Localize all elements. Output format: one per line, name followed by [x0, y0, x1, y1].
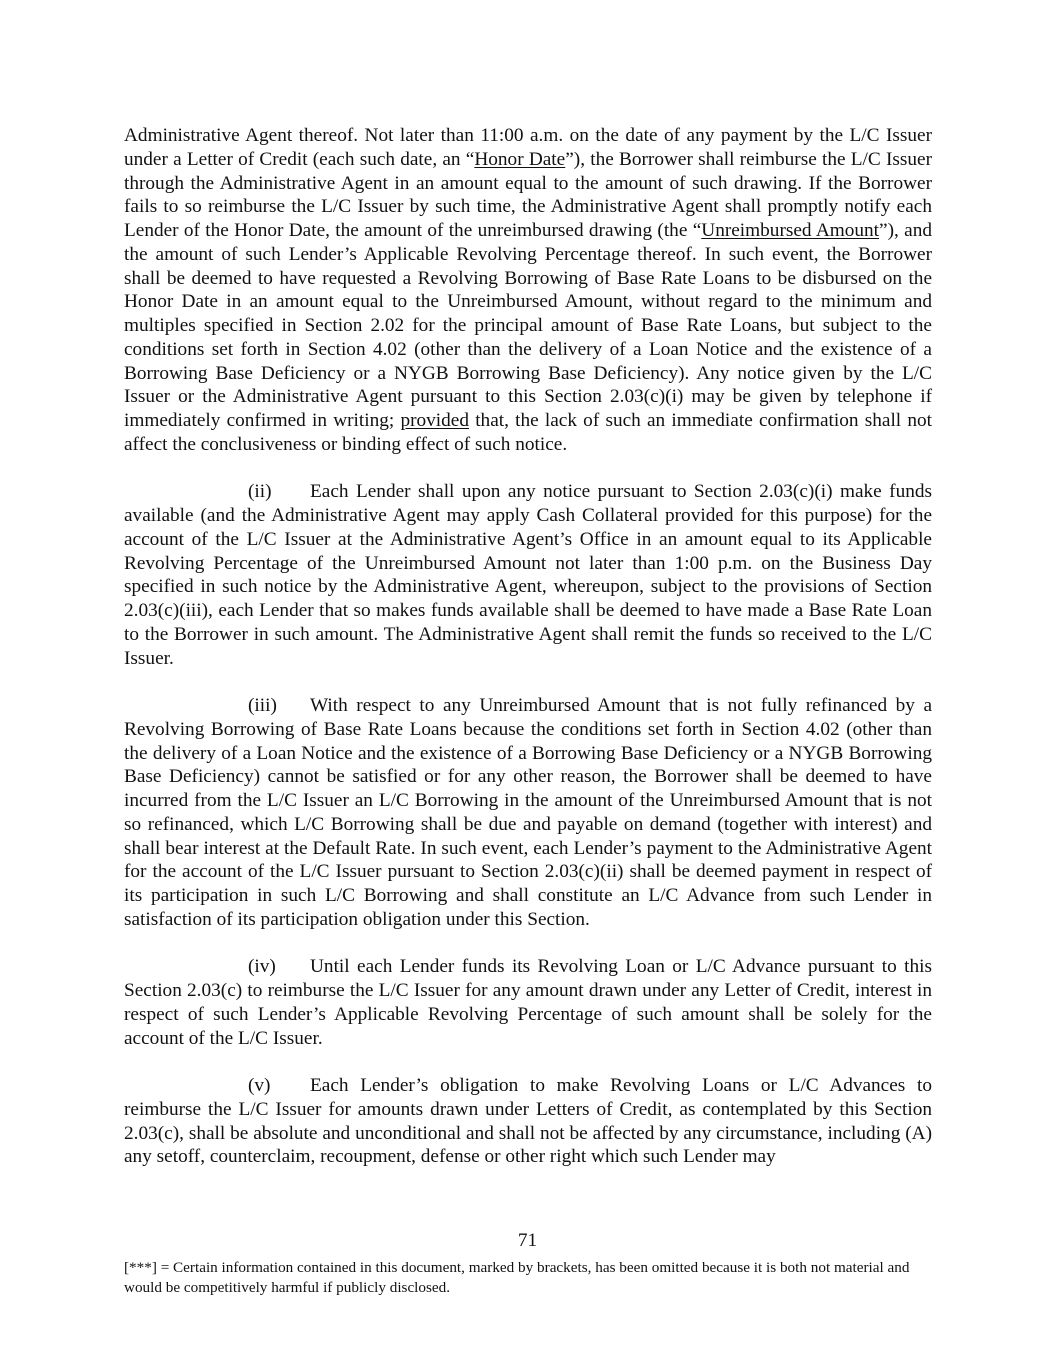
paragraph-text-d: that, the lack of such an immediate confirmation shall not affect the conclusiveness or binding effect of such notice.: [124, 410, 932, 455]
paragraph-text-c: ”), and the amount of such Lender’s Applicable Revolving Percentage thereof. In such event, the Borrower shall be deemed to have requested a Revolving Borrowing of Base Rate Loans to be disbursed on the Honor Date in an amount equal to the Unreimbursed Amount, without regard to the minimum and multiples specified in Section 2.02 for the principal amount of Base Rate Loans, but subject to the conditions set forth in Section 4.02 (other than the delivery of a Loan Notice and the existence of a Borrowing Base Deficiency or a NYGB Borrowing Base Deficiency). Any notice given by the L/C Issuer or the Administrative Agent pursuant to this Section 2.03(c)(i) may be given by telephone if immediately confirmed in writing;: [124, 220, 932, 431]
subsection-text: With respect to any Unreimbursed Amount that is not fully refinanced by a Revolving Borrowing of Base Rate Loans because the conditions set forth in Section 4.02 (other than the delivery of a Loan Notice and the existence of a Borrowing Base Deficiency or a NYGB Borrowing Base Deficiency) cannot be satisfied or for any other reason, the Borrower shall be deemed to have incurred from the L/C Issuer an L/C Borrowing in the amount of the Unreimbursed Amount that is not so refinanced, which L/C Borrowing shall be due and payable on demand (together with interest) and shall bear interest at the Default Rate. In such event, each Lender’s payment to the Administrative Agent for the account of the L/C Issuer pursuant to Section 2.03(c)(ii) shall be deemed payment in respect of its participation in such L/C Borrowing and shall constitute an L/C Advance from such Lender in satisfaction of its participation obligation under this Section.: [124, 695, 932, 930]
subsection-v: [124, 1074, 932, 1169]
paragraph-text-b: ”), the Borrower shall reimburse the L/C Issuer through the Administrative Agent in an amount equal to the amount of such drawing. If the Borrower fails to so reimburse the L/C Issuer by such time, the Administrative Agent shall promptly notify each Lender of the Honor Date, the amount of the unreimbursed drawing (the “: [124, 148, 932, 241]
defined-term-provided: provided: [400, 410, 469, 431]
subsection-number: (ii): [248, 481, 272, 503]
page-number: 71: [517, 1230, 538, 1251]
subsection-number: (v): [248, 1075, 271, 1096]
footnote: [***] = Certain information contained in this document, marked by brackets, has been omitted because it is both not material and would be competitively harmful if publicly disclosed.: [124, 1259, 910, 1296]
subsection-number: (iii): [248, 695, 277, 716]
subsection-text: Until each Lender funds its Revolving Loan or L/C Advance pursuant to this Section 2.03(c) to reimburse the L/C Issuer for any amount drawn under any Letter of Credit, interest in respect of such Lender’s Applicable Revolving Percentage of such amount shall be solely for the account of the L/C Issuer.: [124, 956, 932, 1049]
subsection-number: (iv): [248, 956, 276, 978]
subsection-ii: [124, 480, 932, 670]
document-body: [124, 124, 932, 1193]
subsection-text: Each Lender’s obligation to make Revolving Loans or L/C Advances to reimburse the L/C Issuer for amounts drawn under Letters of Credit, as contemplated by this Section 2.03(c), shall be absolute and unconditional and shall not be affected by any circumstance, including (A) any setoff, counterclaim, recoupment, defense or other right which such Lender may: [124, 1075, 932, 1168]
defined-term-honor-date: Honor Date: [474, 148, 566, 170]
paragraph-continuation: [124, 124, 932, 457]
subsection-text: Each Lender shall upon any notice pursuant to Section 2.03(c)(i) make funds available (and the Administrative Agent may apply Cash Collateral provided for this purpose) for the account of the L/C Issuer at the Administrative Agent’s Office in an amount equal to its Applicable Revolving Percentage of the Unreimbursed Amount not later than 1:00 p.m. on the Business Day specified in such notice by the Administrative Agent, whereupon, subject to the provisions of Section 2.03(c)(iii), each Lender that so makes funds available shall be deemed to have made a Base Rate Loan to the Borrower in such amount. The Administrative Agent shall remit the funds so received to the L/C Issuer.: [124, 481, 932, 669]
paragraph-text-a: Administrative Agent thereof. Not later than 11:00 a.m. on the date of any payment by the L/C Issuer under a Letter of Credit (each such date, an “: [124, 125, 932, 170]
defined-term-unreimbursed-amount: Unreimbursed Amount: [701, 220, 880, 241]
subsection-iv: [124, 955, 932, 1050]
subsection-iii: [124, 694, 932, 932]
